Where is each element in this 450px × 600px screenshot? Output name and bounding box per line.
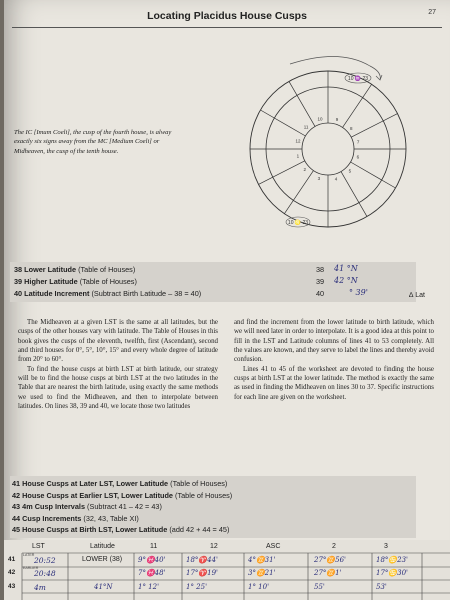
cusp-cell[interactable]: 1° 10' bbox=[248, 582, 270, 591]
paragraph: Lines 41 to 45 of the worksheet are devoted to finding the house cusps at birth LST at the lower latitude. The method is exactly the same as used in finding the Midheaven on lines 30 to 37. Specific instructions for each line are given on the worksheet. bbox=[234, 365, 434, 401]
latitude-cell[interactable]: LOWER (38) bbox=[82, 556, 123, 563]
cusp-cell[interactable]: 3°♊21' bbox=[248, 569, 276, 578]
house-number: 10 bbox=[317, 116, 323, 122]
line-label: Higher Latitude bbox=[24, 277, 78, 286]
line-number: 44 bbox=[12, 513, 21, 523]
worksheet-line bbox=[14, 265, 135, 274]
line-source: (Table of Houses) bbox=[175, 490, 233, 500]
cusp-cell[interactable]: 4°♊31' bbox=[248, 556, 276, 564]
house-wheel-diagram bbox=[230, 54, 430, 234]
house-number: 6 bbox=[356, 154, 360, 160]
cusp-cell[interactable]: 17°♈19' bbox=[186, 569, 218, 578]
book-page bbox=[4, 0, 450, 600]
line-number: 43 bbox=[12, 502, 21, 512]
line-source: (Subtract 41 – 42 = 43) bbox=[87, 502, 162, 512]
cusp-cell[interactable]: 18°♋23' bbox=[376, 556, 408, 564]
cusp-line bbox=[348, 162, 396, 188]
line-number: 38 bbox=[14, 265, 23, 274]
cusp-line bbox=[259, 161, 305, 185]
line-number: 42 bbox=[12, 490, 21, 500]
cusp-line bbox=[341, 172, 367, 217]
house-number: 1 bbox=[296, 153, 300, 159]
worksheet-line bbox=[12, 479, 227, 488]
column-header: ASC bbox=[266, 543, 281, 550]
cusp-line bbox=[284, 171, 313, 214]
mc-label: 10 ♒ 23 bbox=[347, 76, 369, 82]
line-ref: 39 bbox=[316, 277, 325, 286]
header-rule bbox=[12, 27, 442, 28]
cusp-cell[interactable]: 9°♓40' bbox=[138, 556, 166, 564]
body-column-left bbox=[18, 318, 218, 411]
line-label: House Cusps at Birth LST, Lower Latitude bbox=[22, 525, 168, 535]
handwritten-value[interactable]: ° 39' bbox=[349, 288, 368, 297]
latitude-cell[interactable]: 41°N bbox=[94, 582, 113, 591]
lst-tag: LATER bbox=[23, 553, 35, 557]
cusp-line bbox=[260, 110, 305, 136]
line-number: 39 bbox=[14, 277, 23, 286]
worksheet-line bbox=[12, 491, 232, 500]
cusp-cell[interactable]: 1° 25' bbox=[186, 582, 208, 591]
cusp-cell[interactable]: 27°♊1' bbox=[314, 569, 342, 578]
column-header: 3 bbox=[384, 543, 388, 550]
lst-cell[interactable]: 4m bbox=[34, 582, 46, 592]
house-number: 9 bbox=[335, 116, 339, 122]
handwritten-value[interactable]: 42 °N bbox=[334, 276, 358, 285]
line-label: 4m Cusp Intervals bbox=[22, 502, 86, 512]
cusp-cell[interactable]: 55' bbox=[314, 582, 325, 591]
paragraph: The Midheaven at a given LST is the same at all latitudes, but the cusps of the other houses vary with latitude. The Table of Houses in this book gives the cusps of the eleventh, twelfth, first (Ascendant), second and third houses for 0°, 5°, 10°, 15° and every whole degree of latitude from 20° to 60°. bbox=[18, 319, 218, 364]
worksheet-line bbox=[14, 277, 137, 286]
column-header: LST bbox=[32, 543, 45, 550]
house-number: 5 bbox=[348, 168, 352, 174]
body-column-right bbox=[234, 318, 434, 402]
house-number: 11 bbox=[303, 124, 309, 130]
cusp-line bbox=[343, 84, 372, 127]
worksheet-line bbox=[12, 502, 162, 511]
line-label: Cusp Increments bbox=[22, 513, 82, 523]
figure-caption: The IC [Imum Coeli], the cusp of the fourth house, is alway exactly six signs away from the MC [Medium Coeli] or Midheaven, the cusp of the tenth house. bbox=[14, 129, 172, 155]
line-label: House Cusps at Earlier LST, Lower Latitude bbox=[22, 490, 173, 500]
cusp-cell[interactable]: 17°♋30' bbox=[376, 569, 408, 578]
line-number: 45 bbox=[12, 525, 21, 535]
paragraph: and find the increment from the lower latitude to birth latitude, which we will need later in order to interpolate. It is a good idea at this point to fill in the LST and Latitude columns of lines 41 to 53 completely. All the values are known, and they serve to label the lines and thereby avoid confusion. bbox=[234, 319, 434, 364]
column-header: Latitude bbox=[90, 543, 115, 550]
worksheet-line bbox=[14, 289, 201, 298]
column-header: 2 bbox=[332, 543, 336, 550]
line-source: (Table of Houses) bbox=[170, 479, 228, 488]
row-number: 43 bbox=[8, 582, 16, 590]
cusp-line bbox=[289, 81, 315, 126]
house-number: 3 bbox=[317, 176, 321, 182]
row-number: 41 bbox=[8, 556, 16, 563]
line-source: (Table of Houses) bbox=[78, 265, 136, 274]
column-header: 12 bbox=[210, 543, 218, 550]
line-number: 40 bbox=[14, 289, 23, 298]
line-ref: 38 bbox=[316, 265, 325, 274]
line-number: 41 bbox=[12, 479, 21, 488]
delta-lat-label: ∆ Lat bbox=[409, 292, 425, 299]
house-number: 4 bbox=[334, 176, 338, 182]
house-number: 8 bbox=[349, 125, 353, 131]
line-source: (Subtract Birth Latitude – 38 = 40) bbox=[91, 289, 202, 298]
lst-cell[interactable]: 20:52 bbox=[34, 556, 56, 565]
cusp-cell[interactable]: 7°♓48' bbox=[138, 569, 166, 578]
cusp-cell[interactable]: 1° 12' bbox=[138, 582, 160, 591]
ic-label: 10 ♌ 23 bbox=[287, 220, 309, 226]
worksheet-line bbox=[12, 525, 229, 534]
line-ref: 40 bbox=[316, 289, 325, 298]
cusp-line bbox=[351, 114, 397, 138]
row-number: 42 bbox=[8, 569, 16, 577]
house-number: 2 bbox=[303, 167, 307, 173]
cusp-cell[interactable]: 53' bbox=[376, 582, 387, 591]
page-number: 27 bbox=[428, 9, 436, 16]
line-source: (32, 43, Table XI) bbox=[83, 513, 139, 523]
line-label: House Cusps at Later LST, Lower Latitude bbox=[22, 479, 169, 488]
lst-tag: EARLIER bbox=[23, 566, 39, 571]
line-source: (add 42 + 44 = 45) bbox=[169, 525, 230, 535]
handwritten-value[interactable]: 41 °N bbox=[334, 264, 358, 273]
worksheet-line bbox=[12, 514, 139, 523]
page-title: Locating Placidus House Cusps bbox=[147, 10, 307, 22]
column-header: 11 bbox=[150, 543, 158, 550]
cusp-cell[interactable]: 27°♊56' bbox=[314, 556, 346, 564]
house-number: 7 bbox=[356, 139, 360, 145]
lst-cell[interactable]: 20:48 bbox=[34, 569, 56, 579]
line-label: Latitude Increment bbox=[24, 289, 90, 298]
cusp-cell[interactable]: 18°♈44' bbox=[186, 556, 218, 564]
line-source: (Table of Houses) bbox=[79, 277, 137, 286]
paragraph: To find the house cusps at birth LST at birth latitude, our strategy will be to find the house cusps at birth LST at the two latitudes in the Table that are nearest the birth latitude, using exactly the same methods we used to find the Midheaven, and then to interpolate between latitudes. On lines 38, 39 and 40, we locate those two latitudes bbox=[18, 365, 218, 411]
line-label: Lower Latitude bbox=[24, 265, 77, 274]
house-number: 12 bbox=[295, 138, 301, 144]
